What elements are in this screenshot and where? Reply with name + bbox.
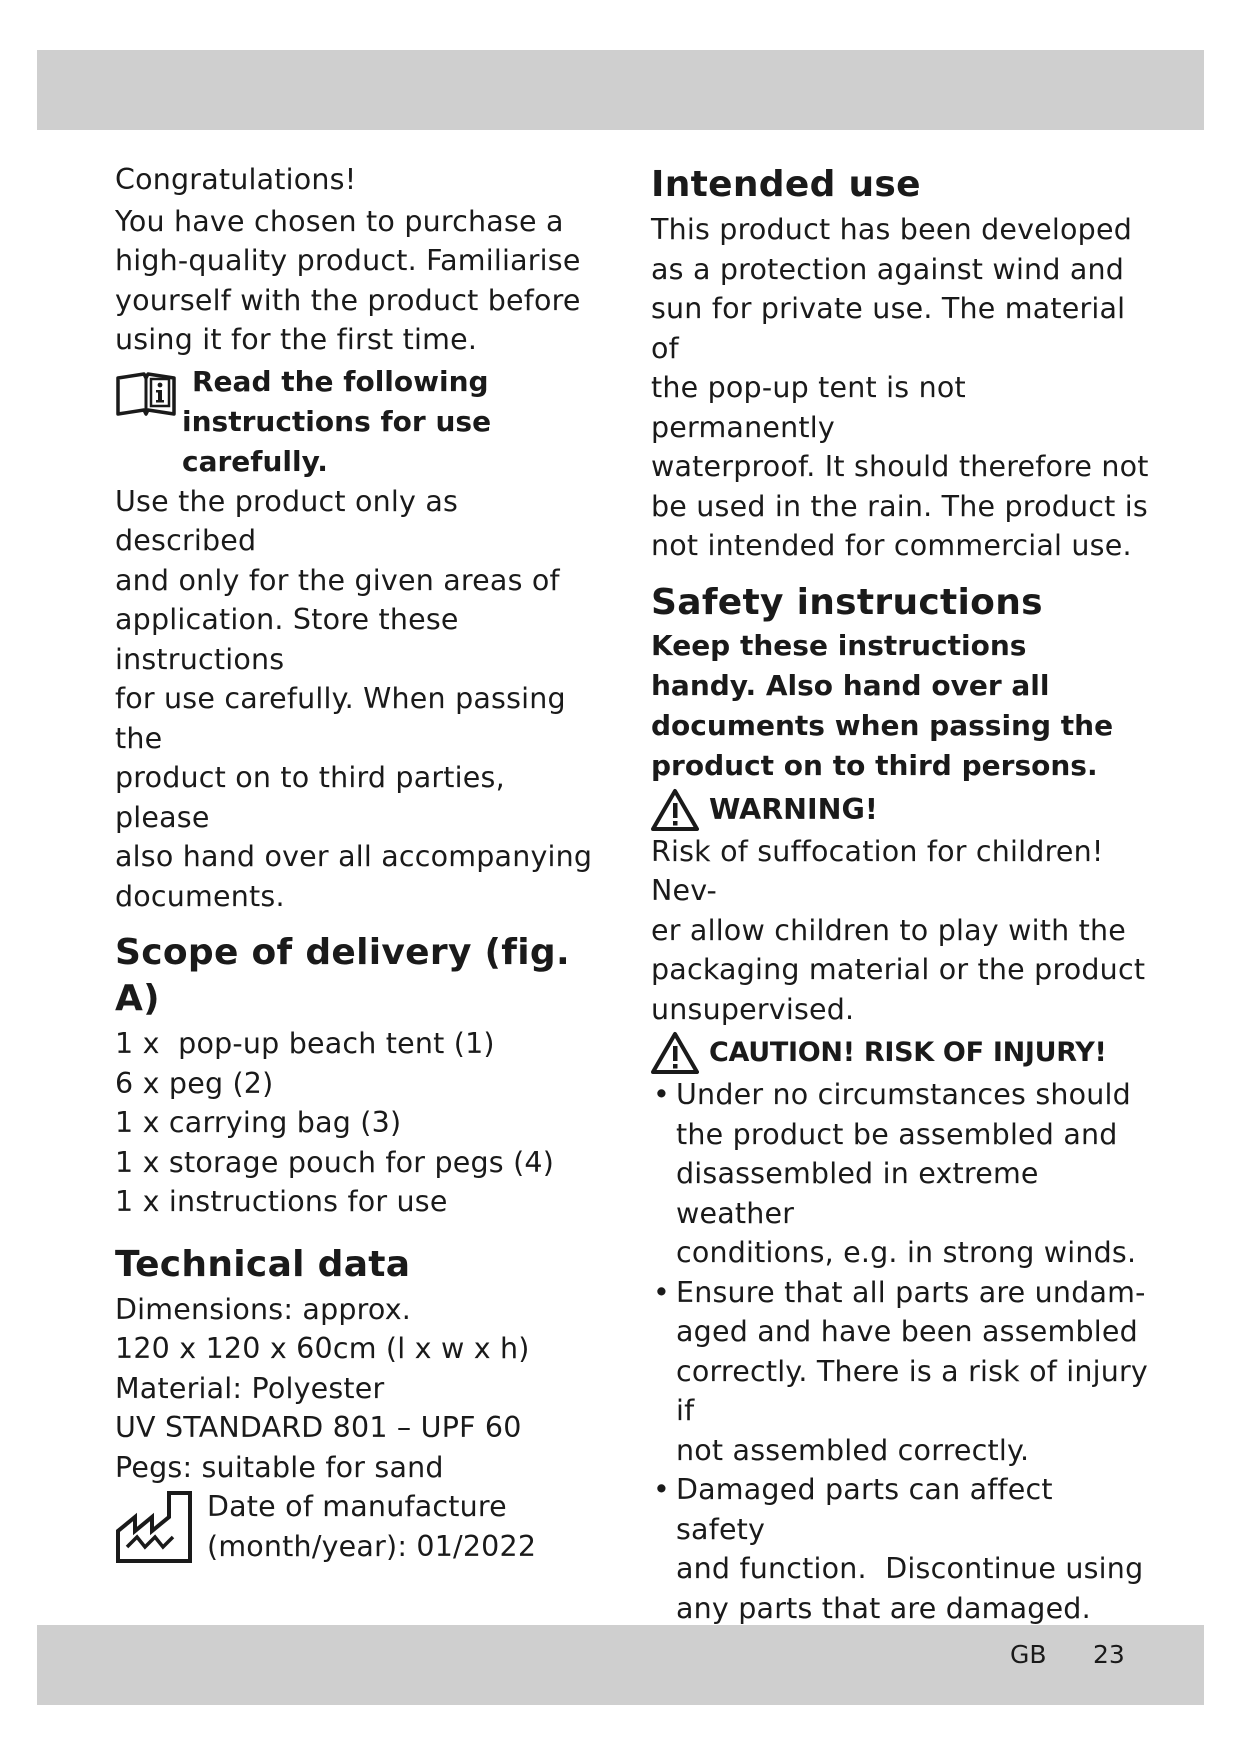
intended-line: waterproof. It should therefore not <box>651 450 1149 483</box>
page-number: 23 <box>1093 1640 1125 1669</box>
tech-line: Dimensions: approx. <box>115 1292 412 1326</box>
footer-language: GB <box>1010 1640 1047 1669</box>
intended-line: This product has been developed <box>651 213 1132 246</box>
left-column <box>115 160 605 1566</box>
caution-list <box>651 1075 1151 1628</box>
scope-list <box>115 1024 605 1222</box>
safety-note-line: handy. Also hand over all <box>651 668 1050 702</box>
caution-line: conditions, e.g. in strong winds. <box>676 1236 1137 1269</box>
intended-line: as a protection against wind and <box>651 252 1125 286</box>
caution-line: any parts that are damaged. <box>676 1591 1091 1625</box>
usage-line: also hand over all accompanying <box>115 840 593 873</box>
warning-line: Risk of suffocation for children! Nev- <box>651 834 1104 907</box>
usage-text <box>115 482 605 917</box>
warning-line: unsupervised. <box>651 992 855 1026</box>
caution-line: Ensure that all parts are undam- <box>676 1275 1146 1309</box>
tech-data <box>115 1290 605 1488</box>
caution-item <box>651 1273 1151 1471</box>
caution-label: CAUTION! RISK OF INJURY! <box>709 1037 1107 1068</box>
warning-triangle-icon <box>651 788 699 832</box>
tech-line: Pegs: suitable for sand <box>115 1450 444 1484</box>
read-instructions-note <box>115 362 605 482</box>
intended-use-text <box>651 210 1151 566</box>
intended-use-heading: Intended use <box>651 164 921 205</box>
scope-item: 1 x instructions for use <box>115 1185 448 1218</box>
warning-line: packaging material or the product <box>651 953 1146 986</box>
intro-line: high-quality product. Familiarise <box>115 244 581 277</box>
warning-label: WARNING! <box>709 792 878 826</box>
caution-line: correctly. There is a risk of injury if <box>676 1354 1148 1427</box>
safety-keep-note <box>651 626 1151 786</box>
tech-line: 120 x 120 x 60cm (l x w x h) <box>115 1332 530 1365</box>
manufacture-line: (month/year): 01/2022 <box>207 1529 537 1563</box>
scope-item: 6 x peg (2) <box>115 1066 274 1100</box>
tech-line: UV STANDARD 801 – UPF 60 <box>115 1411 522 1444</box>
warning-text <box>651 832 1151 1030</box>
intended-line: be used in the rain. The product is <box>651 489 1148 523</box>
safety-heading: Safety instructions <box>651 581 1043 623</box>
bullet-icon: • <box>653 1275 671 1309</box>
bullet-icon: • <box>653 1473 671 1506</box>
safety-note-line: documents when passing the <box>651 708 1114 742</box>
caution-line: not assembled correctly. <box>676 1433 1030 1467</box>
warning-triangle-icon <box>651 1031 699 1075</box>
bullet-icon: • <box>653 1078 671 1111</box>
caution-line: disassembled in extreme weather <box>676 1157 1039 1230</box>
usage-line: and only for the given areas of <box>115 563 560 597</box>
right-column <box>651 160 1151 1628</box>
caution-line: aged and have been assembled <box>676 1315 1138 1348</box>
tech-line: Material: Polyester <box>115 1371 385 1405</box>
caution-line: Damaged parts can affect safety <box>676 1473 1053 1546</box>
safety-note-line: product on to third persons. <box>651 748 1098 782</box>
read-note-line: instructions for use <box>182 404 492 438</box>
caution-item <box>651 1075 1151 1273</box>
manufacture-date <box>115 1487 605 1566</box>
usage-line: application. Store these instructions <box>115 603 459 676</box>
info-book-icon <box>115 370 177 418</box>
read-note-line: carefully. <box>182 444 328 478</box>
intended-line: sun for private use. The material of <box>651 292 1126 365</box>
caution-line: the product be assembled and <box>676 1117 1118 1151</box>
scope-heading: Scope of delivery (fig. A) <box>115 932 570 1019</box>
caution-line: Under no circumstances should <box>676 1078 1131 1111</box>
warning-line: er allow children to play with the <box>651 913 1126 947</box>
caution-title <box>651 1031 1151 1075</box>
usage-line: for use carefully. When passing the <box>115 682 566 755</box>
usage-line: documents. <box>115 879 285 913</box>
scope-item: 1 x pop-up beach tent (1) <box>115 1027 495 1060</box>
safety-note-line: Keep these instructions <box>651 628 1027 662</box>
usage-line: Use the product only as described <box>115 484 459 557</box>
intro-line: yourself with the product before <box>115 283 581 317</box>
manufacture-date-icon <box>115 1491 193 1565</box>
manufacture-line: Date of manufacture <box>207 1490 507 1523</box>
scope-item: 1 x storage pouch for pegs (4) <box>115 1145 555 1179</box>
intro-line: using it for the first time. <box>115 323 478 356</box>
warning-title <box>651 788 1151 832</box>
intro-line: Congratulations! <box>115 163 357 196</box>
read-note-line: Read the following <box>192 364 489 398</box>
intro-text <box>115 160 605 360</box>
intended-line: not intended for commercial use. <box>651 529 1132 562</box>
header-bar <box>37 50 1204 130</box>
scope-item: 1 x carrying bag (3) <box>115 1106 402 1139</box>
caution-line: and function. Discontinue using <box>676 1552 1144 1585</box>
tech-heading: Technical data <box>115 1243 411 1285</box>
usage-line: product on to third parties, please <box>115 761 505 834</box>
intended-line: the pop-up tent is not permanently <box>651 371 966 444</box>
caution-item <box>651 1470 1151 1628</box>
intro-line: You have chosen to purchase a <box>115 204 564 238</box>
